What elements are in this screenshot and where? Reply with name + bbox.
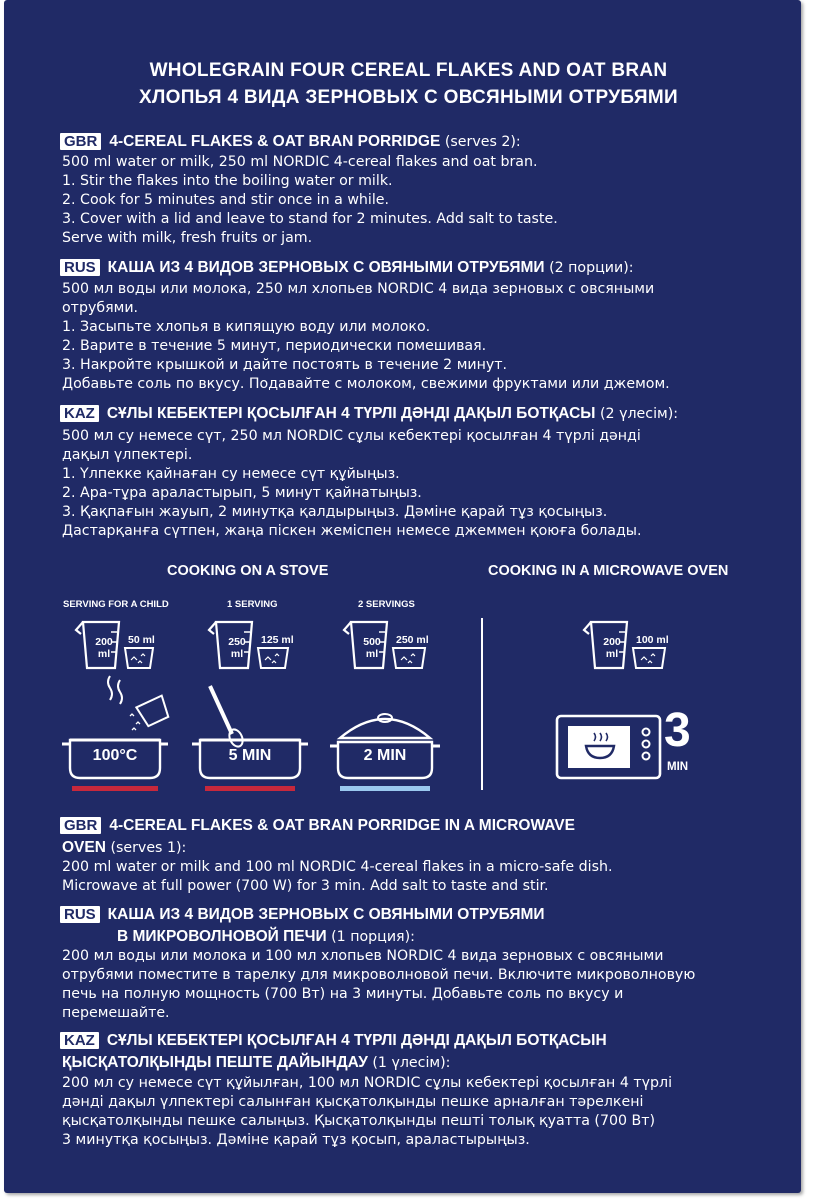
steam-icon	[108, 676, 112, 700]
rus-microwave-line: 200 мл воды или молока и 100 мл хлопьев NORDIC 4 вида зерновых с овсяными	[62, 948, 664, 964]
pot-label-rest-time: 2 MIN	[363, 747, 407, 764]
microwave-section-title: COOKING IN A MICROWAVE OVEN	[488, 563, 729, 579]
rus-line: 2. Варите в течение 5 минут, периодически помешивая.	[62, 338, 487, 354]
gbr-line: 500 ml water or milk, 250 ml NORDIC 4-cereal flakes and oat bran.	[62, 154, 538, 170]
kaz-serves-note: (2 үлесім):	[595, 406, 679, 422]
rus-serves-note: (2 порции):	[544, 260, 634, 276]
cup-volume-child: 50 ml	[128, 634, 155, 646]
kaz-microwave-heading-text: СҰЛЫ КЕБЕКТЕРІ ҚОСЫЛҒАН 4 ТҮРЛІ ДӘНДІ ДАҚЫЛ БОТҚАСЫН	[106, 1032, 607, 1049]
gbr-microwave-line: 200 ml water or milk and 100 ml NORDIC 4-cereal flakes in a micro-safe dish.	[62, 859, 613, 875]
rus-microwave-line: отрубями поместите в тарелку для микроволновой печи. Включите микроволновую	[62, 967, 696, 983]
heat-indicator-hot	[72, 786, 158, 791]
title-russian: ХЛОПЬЯ 4 ВИДА ЗЕРНОВЫХ С ОВСЯНЫМИ ОТРУБЯМИ	[139, 87, 678, 108]
cup-volume-two: 250 ml	[396, 634, 429, 646]
rus-line: Добавьте соль по вкусу. Подавайте с молоком, свежими фруктами или джемом.	[62, 376, 670, 392]
jug-unit-child: ml	[97, 648, 111, 660]
rus-microwave-line: перемешайте.	[62, 1005, 170, 1021]
kaz-microwave-heading-cont	[62, 1053, 450, 1073]
rus-line: 500 мл воды или молока, 250 мл хлопьев NORDIC 4 вида зерновых с овсяными	[62, 281, 655, 297]
microwave-oven-icon	[557, 716, 660, 778]
serving-label-two: 2 SERVINGS	[358, 599, 415, 610]
rus-badge: RUS	[60, 259, 100, 276]
gbr-microwave-heading-text2: OVEN	[62, 839, 106, 856]
rus-microwave-line: печь на полную мощность (700 Вт) на 3 минуты. Добавьте соль по вкусу и	[62, 986, 624, 1002]
gbr-microwave-heading-text: 4-CEREAL FLAKES & OAT BRAN PORRIDGE IN A MICROWAVE	[109, 817, 575, 834]
rus-line: 1. Засыпьте хлопья в кипящую воду или молоко.	[62, 319, 431, 335]
gbr-heading-text: 4-CEREAL FLAKES & OAT BRAN PORRIDGE	[109, 133, 441, 150]
gbr-microwave-heading-cont	[62, 838, 186, 858]
kaz-microwave-line: қысқатолқынды пешке салыңыз. Қысқатолқынды пешті толық қуатта (700 Вт)	[62, 1113, 656, 1129]
serving-label-child: SERVING FOR A CHILD	[63, 599, 169, 610]
kaz-microwave-serves-note: (1 үлесім):	[367, 1055, 451, 1071]
cup-volume-one: 125 ml	[261, 634, 294, 646]
boiling-pot	[62, 676, 171, 791]
gbr-badge: GBR	[60, 817, 101, 834]
gbr-line: 3. Cover with a lid and leave to stand for 2 minutes. Add salt to taste.	[62, 211, 558, 227]
kaz-line: 2. Ара-тұра араластырып, 5 минут қайнатыңыз.	[62, 485, 422, 501]
rus-microwave-serves-note: (1 порция):	[326, 929, 415, 945]
spoon-icon	[210, 686, 232, 734]
microwave-time-unit: MIN	[667, 761, 689, 773]
kaz-microwave-heading-text2: ҚЫСҚАТОЛҚЫНДЫ ПЕШТЕ ДАЙЫНДАУ	[62, 1054, 368, 1071]
kaz-line: 1. Үлпекке қайнаған су немесе сүт құйыңыз.	[62, 466, 400, 482]
rus-line: 3. Накройте крышкой и дайте постоять в течение 2 минут.	[62, 357, 508, 373]
jug-volume-two: 500	[363, 636, 381, 648]
rus-microwave-heading	[60, 905, 545, 924]
jug-volume-microwave: 200	[603, 636, 621, 648]
jug-unit-microwave: ml	[605, 648, 619, 660]
pot-label-temperature: 100°C	[92, 747, 138, 764]
gbr-microwave-heading	[60, 816, 575, 835]
gbr-microwave-serves-note: (serves 1):	[105, 840, 187, 856]
rus-microwave-heading-cont	[117, 927, 415, 947]
gbr-line: Serve with milk, fresh fruits or jam.	[62, 230, 313, 246]
gbr-badge: GBR	[60, 133, 101, 150]
jug-unit-one: ml	[230, 648, 244, 660]
kaz-microwave-line: 3 минутқа қосыңыз. Дәміне қарай тұз қосып, араластырыңыз.	[62, 1132, 530, 1148]
rus-badge: RUS	[60, 906, 100, 923]
heat-indicator-hot	[205, 786, 295, 791]
kaz-badge: KAZ	[60, 1032, 99, 1049]
gbr-line: 1. Stir the flakes into the boiling water or milk.	[62, 173, 393, 189]
kaz-line: 500 мл су немесе сүт, 250 мл NORDIC сұлы кебектері қосылған 4 түрлі дәнді	[62, 428, 641, 444]
stirring-pot	[192, 686, 308, 791]
stove-section-title: COOKING ON A STOVE	[167, 563, 329, 579]
kaz-line: 3. Қақпағын жауып, 2 минутқа қалдырыңыз. Дәміне қарай тұз қосыңыз.	[62, 504, 608, 520]
kaz-heading-text: СҰЛЫ КЕБЕКТЕРІ ҚОСЫЛҒАН 4 ТҮРЛІ ДӘНДІ ДАҚЫЛ БОТҚАСЫ	[106, 405, 596, 422]
pot-label-cook-time: 5 MIN	[228, 747, 272, 764]
microwave-time-value: 3	[664, 704, 691, 757]
jug-volume-one: 250	[228, 636, 246, 648]
gbr-line: 2. Cook for 5 minutes and stir once in a while.	[62, 192, 390, 208]
kaz-microwave-line: 200 мл су немесе сүт құйылған, 100 мл NORDIC сұлы кебектері қосылған 4 түрлі	[62, 1075, 673, 1091]
gbr-microwave-line: Microwave at full power (700 W) for 3 min. Add salt to taste and stir.	[62, 878, 549, 894]
rus-heading-text: КАША ИЗ 4 ВИДОВ ЗЕРНОВЫХ С ОВЯНЫМИ ОТРУБЯМИ	[107, 259, 545, 276]
measuring-cup-icon	[633, 648, 665, 668]
gbr-serves-note: (serves 2):	[440, 134, 521, 150]
rus-line: отрубями.	[62, 300, 139, 316]
kaz-microwave-line: дәнді дақыл үлпектері салынған қысқатолқынды пешке арналған тәрелкені	[62, 1094, 644, 1110]
kaz-line: Дастарқанға сүтпен, жаңа піскен жеміспен немесе джеммен қоюға болады.	[62, 523, 642, 539]
jug-unit-two: ml	[365, 648, 379, 660]
kaz-microwave-heading	[60, 1031, 607, 1050]
pouring-cup-icon	[136, 696, 171, 728]
cup-volume-microwave: 100 ml	[636, 634, 669, 646]
measuring-cup-icon	[125, 648, 153, 668]
rus-microwave-heading-text2: В МИКРОВОЛНОВОЙ ПЕЧИ	[117, 928, 327, 945]
title-english: WHOLEGRAIN FOUR CEREAL FLAKES AND OAT BRAN	[149, 60, 668, 81]
measuring-cup-icon	[258, 648, 288, 668]
measuring-cup-icon	[393, 648, 425, 668]
jug-volume-child: 200	[95, 636, 113, 648]
rus-microwave-heading-text: КАША ИЗ 4 ВИДОВ ЗЕРНОВЫХ С ОВЯНЫМИ ОТРУБЯМИ	[107, 906, 545, 923]
heat-indicator-off	[340, 786, 430, 791]
serving-label-one: 1 SERVING	[227, 599, 278, 610]
kaz-badge: KAZ	[60, 405, 99, 422]
kaz-line: дақыл үлпектері.	[62, 447, 193, 463]
